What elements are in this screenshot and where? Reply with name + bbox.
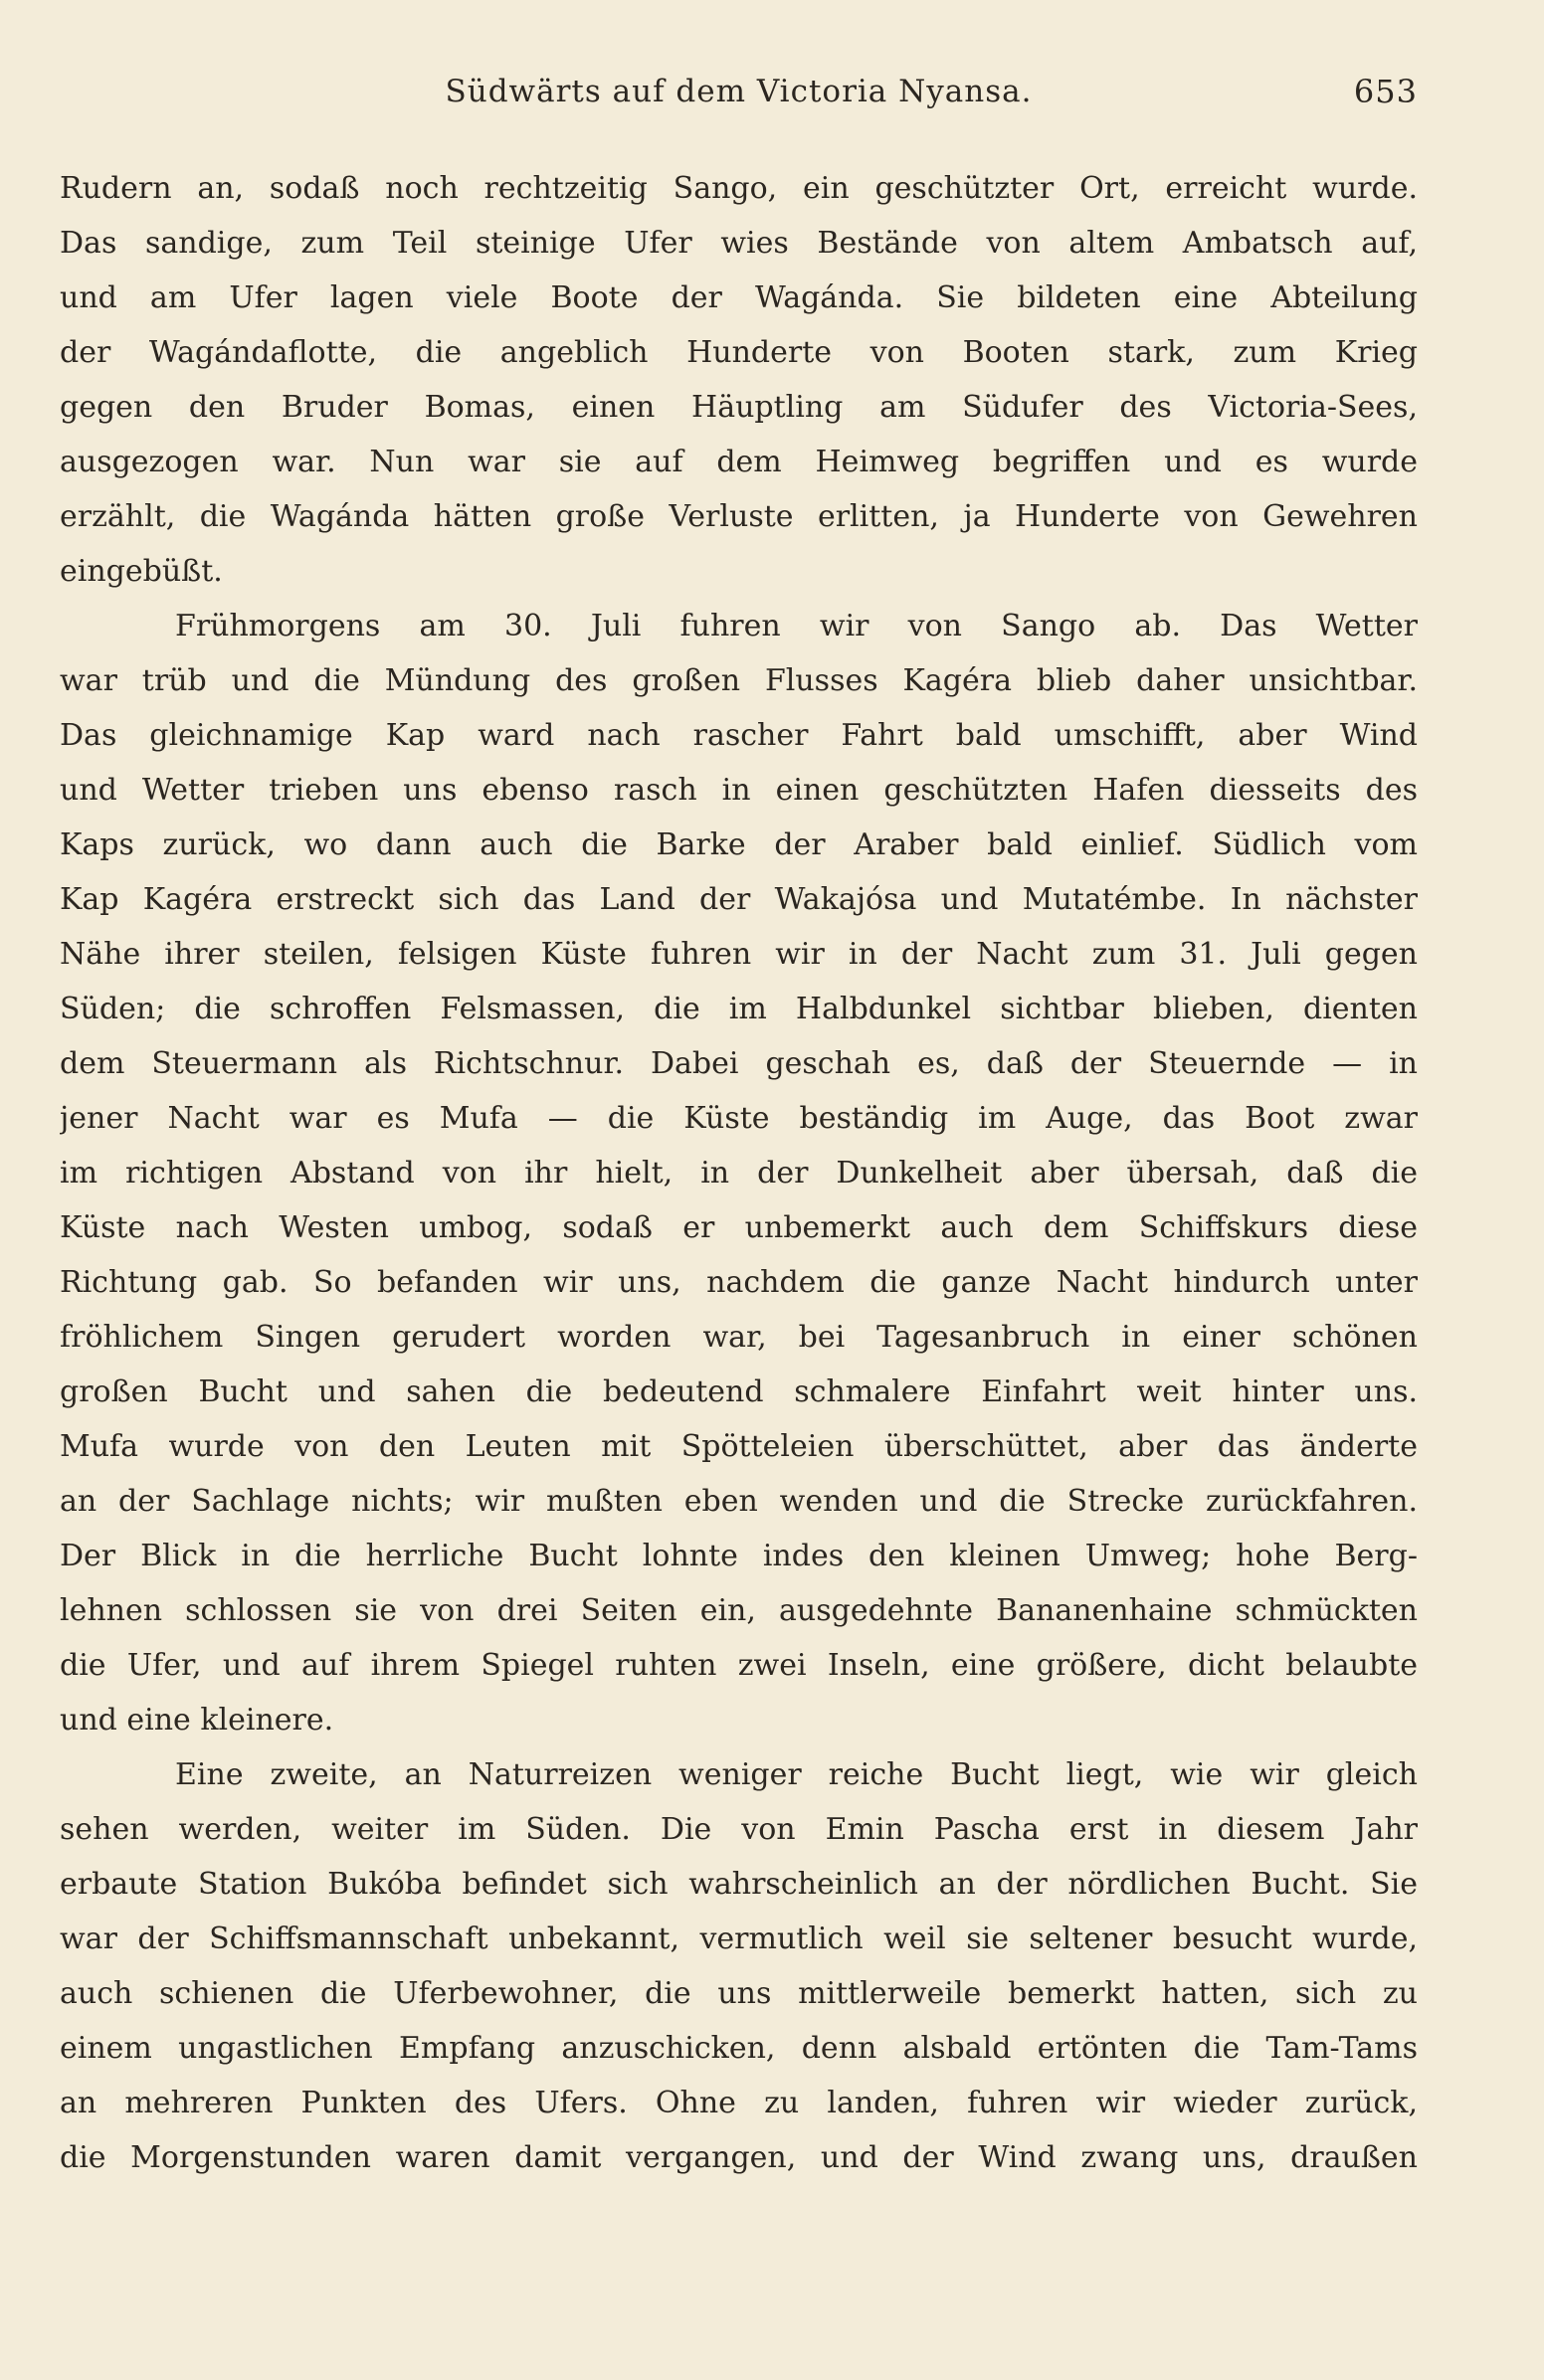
text-line: im richtigen Abstand von ihr hielt, in der Dunkelheit aber übersah, daß die bbox=[60, 1156, 1418, 1190]
text-line: Nähe ihrer steilen, felsigen Küste fuhren wir in der Nacht zum 31. Juli gegen bbox=[60, 937, 1418, 972]
text-line: an der Sachlage nichts; wir mußten eben wenden und die Strecke zurückfahren. bbox=[60, 1484, 1418, 1519]
page-number: 653 bbox=[1353, 73, 1418, 110]
text-line: Frühmorgens am 30. Juli fuhren wir von Sango ab. Das Wetter bbox=[175, 609, 1418, 643]
text-line: Das sandige, zum Teil steinige Ufer wies Bestände von altem Ambatsch auf, bbox=[60, 226, 1418, 261]
text-line: die Morgenstunden waren damit vergangen, und der Wind zwang uns, draußen bbox=[60, 2140, 1418, 2175]
text-line: an mehreren Punkten des Ufers. Ohne zu landen, fuhren wir wieder zurück, bbox=[60, 2086, 1418, 2120]
text-line: die Ufer, und auf ihrem Spiegel ruhten zwei Inseln, eine größere, dicht belaubte bbox=[60, 1648, 1418, 1683]
text-line: Eine zweite, an Naturreizen weniger reiche Bucht liegt, wie wir gleich bbox=[175, 1757, 1418, 1792]
text-line: gegen den Bruder Bomas, einen Häuptling am Südufer des Victoria-Sees, bbox=[60, 390, 1418, 425]
text-line: fröhlichem Singen gerudert worden war, bei Tagesanbruch in einer schönen bbox=[60, 1320, 1418, 1355]
text-line: und am Ufer lagen viele Boote der Wagánda. Sie bildeten eine Abteilung bbox=[60, 280, 1418, 315]
text-line: und Wetter trieben uns ebenso rasch in einen geschützten Hafen diesseits des bbox=[60, 773, 1418, 808]
running-head bbox=[60, 70, 1418, 113]
text-line: erzählt, die Wagánda hätten große Verluste erlitten, ja Hunderte von Gewehren bbox=[60, 499, 1418, 534]
text-line: Richtung gab. So befanden wir uns, nachdem die ganze Nacht hindurch unter bbox=[60, 1265, 1418, 1300]
text-line: lehnen schlossen sie von drei Seiten ein, ausgedehnte Bananenhaine schmückten bbox=[60, 1593, 1418, 1628]
body-text bbox=[60, 161, 1418, 2185]
text-line: sehen werden, weiter im Süden. Die von Emin Pascha erst in diesem Jahr bbox=[60, 1812, 1418, 1847]
text-line: erbaute Station Bukóba befindet sich wahrscheinlich an der nördlichen Bucht. Sie bbox=[60, 1867, 1418, 1902]
text-line: einem ungastlichen Empfang anzuschicken, denn alsbald ertönten die Tam-Tams bbox=[60, 2031, 1418, 2066]
text-line: Rudern an, sodaß noch rechtzeitig Sango, ein geschützter Ort, erreicht wurde. bbox=[60, 171, 1418, 206]
text-line: Kaps zurück, wo dann auch die Barke der Araber bald einlief. Südlich vom bbox=[60, 827, 1418, 862]
running-title: Südwärts auf dem Victoria Nyansa. bbox=[445, 74, 1033, 109]
text-line: dem Steuermann als Richtschnur. Dabei geschah es, daß der Steuernde — in bbox=[60, 1046, 1418, 1081]
text-line: auch schienen die Uferbewohner, die uns mittlerweile bemerkt hatten, sich zu bbox=[60, 1976, 1418, 2011]
text-line: Süden; die schroffen Felsmassen, die im Halbdunkel sichtbar blieben, dienten bbox=[60, 992, 1418, 1026]
text-line: und eine kleinere. bbox=[60, 1703, 334, 1738]
text-line: ausgezogen war. Nun war sie auf dem Heimweg begriffen und es wurde bbox=[60, 445, 1418, 479]
text-line: der Wagándaflotte, die angeblich Hunderte von Booten stark, zum Krieg bbox=[60, 335, 1418, 370]
text-line: Das gleichnamige Kap ward nach rascher Fahrt bald umschifft, aber Wind bbox=[60, 718, 1418, 753]
text-line: Mufa wurde von den Leuten mit Spötteleien überschüttet, aber das änderte bbox=[60, 1429, 1418, 1464]
text-line: war trüb und die Mündung des großen Flusses Kagéra blieb daher unsichtbar. bbox=[60, 663, 1418, 698]
text-line: Der Blick in die herrliche Bucht lohnte indes den kleinen Umweg; hohe Berg- bbox=[60, 1539, 1418, 1573]
text-line: jener Nacht war es Mufa — die Küste beständig im Auge, das Boot zwar bbox=[60, 1101, 1418, 1136]
text-line: großen Bucht und sahen die bedeutend schmalere Einfahrt weit hinter uns. bbox=[60, 1374, 1418, 1409]
text-line: war der Schiffsmannschaft unbekannt, vermutlich weil sie seltener besucht wurde, bbox=[60, 1922, 1418, 1956]
text-line: Kap Kagéra erstreckt sich das Land der Wakajósa und Mutatémbe. In nächster bbox=[60, 882, 1418, 917]
text-line: Küste nach Westen umbog, sodaß er unbemerkt auch dem Schiffskurs diese bbox=[60, 1210, 1418, 1245]
text-line: eingebüßt. bbox=[60, 554, 223, 589]
